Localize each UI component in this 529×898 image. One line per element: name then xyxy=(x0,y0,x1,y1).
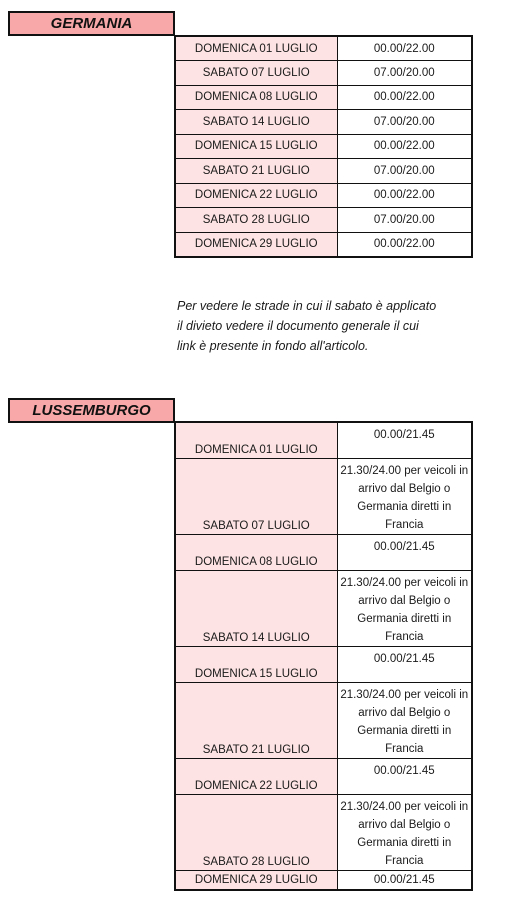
note-line: il divieto vedere il documento generale il cui xyxy=(177,319,419,333)
table-row xyxy=(175,422,472,458)
time-cell: 00.00/21.45 xyxy=(337,758,472,794)
day-cell: DOMENICA 22 LUGLIO xyxy=(175,183,337,208)
day-cell: DOMENICA 29 LUGLIO xyxy=(175,870,337,890)
luxembourg-schedule-table xyxy=(174,421,473,891)
table-row xyxy=(175,134,472,159)
note-line: link è presente in fondo all'articolo. xyxy=(177,339,369,353)
day-cell: SABATO 21 LUGLIO xyxy=(175,682,337,758)
time-cell: 00.00/21.45 xyxy=(337,870,472,890)
time-cell: 07.00/20.00 xyxy=(337,208,472,233)
table-row xyxy=(175,232,472,257)
table-row xyxy=(175,183,472,208)
time-cell: 07.00/20.00 xyxy=(337,61,472,86)
table-row xyxy=(175,208,472,233)
time-cell: 21.30/24.00 per veicoli in arrivo dal Belgio o Germania diretti in Francia xyxy=(337,682,472,758)
table-row xyxy=(175,85,472,110)
table-row xyxy=(175,36,472,61)
table-row xyxy=(175,758,472,794)
saturday-note xyxy=(177,296,477,356)
table-row xyxy=(175,61,472,86)
day-cell: SABATO 07 LUGLIO xyxy=(175,61,337,86)
day-cell: SABATO 28 LUGLIO xyxy=(175,794,337,870)
time-cell: 00.00/21.45 xyxy=(337,646,472,682)
time-cell: 00.00/22.00 xyxy=(337,36,472,61)
luxembourg-title: LUSSEMBURGO xyxy=(8,398,175,423)
table-row xyxy=(175,646,472,682)
germany-schedule-table xyxy=(174,35,473,258)
table-row xyxy=(175,682,472,758)
time-cell: 07.00/20.00 xyxy=(337,110,472,135)
day-cell: SABATO 21 LUGLIO xyxy=(175,159,337,184)
time-cell: 21.30/24.00 per veicoli in arrivo dal Belgio o Germania diretti in Francia xyxy=(337,570,472,646)
day-cell: DOMENICA 08 LUGLIO xyxy=(175,85,337,110)
germany-title: GERMANIA xyxy=(8,11,175,36)
table-row xyxy=(175,570,472,646)
time-cell: 00.00/22.00 xyxy=(337,85,472,110)
day-cell: DOMENICA 08 LUGLIO xyxy=(175,534,337,570)
table-row xyxy=(175,159,472,184)
time-cell: 00.00/22.00 xyxy=(337,134,472,159)
day-cell: SABATO 07 LUGLIO xyxy=(175,458,337,534)
table-row xyxy=(175,534,472,570)
day-cell: DOMENICA 15 LUGLIO xyxy=(175,646,337,682)
day-cell: DOMENICA 22 LUGLIO xyxy=(175,758,337,794)
time-cell: 00.00/22.00 xyxy=(337,232,472,257)
day-cell: DOMENICA 15 LUGLIO xyxy=(175,134,337,159)
day-cell: DOMENICA 29 LUGLIO xyxy=(175,232,337,257)
day-cell: DOMENICA 01 LUGLIO xyxy=(175,422,337,458)
day-cell: SABATO 14 LUGLIO xyxy=(175,570,337,646)
day-cell: DOMENICA 01 LUGLIO xyxy=(175,36,337,61)
table-row xyxy=(175,794,472,870)
table-row xyxy=(175,110,472,135)
time-cell: 00.00/21.45 xyxy=(337,422,472,458)
time-cell: 07.00/20.00 xyxy=(337,159,472,184)
table-row xyxy=(175,870,472,890)
table-row xyxy=(175,458,472,534)
day-cell: SABATO 28 LUGLIO xyxy=(175,208,337,233)
note-line: Per vedere le strade in cui il sabato è applicato xyxy=(177,299,437,313)
day-cell: SABATO 14 LUGLIO xyxy=(175,110,337,135)
time-cell: 21.30/24.00 per veicoli in arrivo dal Belgio o Germania diretti in Francia xyxy=(337,458,472,534)
time-cell: 21.30/24.00 per veicoli in arrivo dal Belgio o Germania diretti in Francia xyxy=(337,794,472,870)
time-cell: 00.00/22.00 xyxy=(337,183,472,208)
time-cell: 00.00/21.45 xyxy=(337,534,472,570)
